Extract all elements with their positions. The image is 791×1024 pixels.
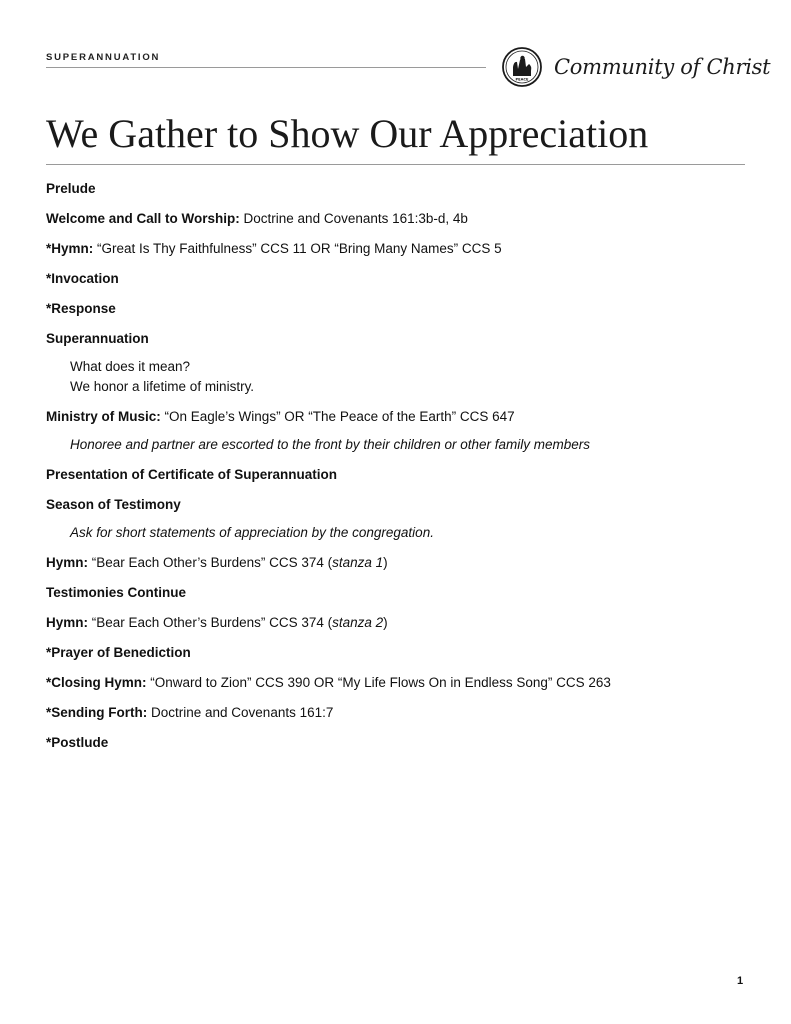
closing-text: “Onward to Zion” CCS 390 OR “My Life Flows On in Endless Song” CCS 263 (146, 675, 611, 690)
svg-text:PEACE: PEACE (515, 77, 529, 82)
superannuation-line: What does it mean? (70, 359, 191, 374)
sending-text: Doctrine and Covenants 161:7 (147, 705, 334, 720)
item-season-of-testimony: Season of Testimony (46, 497, 181, 512)
music-label: Ministry of Music: (46, 409, 161, 424)
hymn-label: *Hymn: (46, 241, 94, 256)
page-title: We Gather to Show Our Appreciation (46, 111, 649, 156)
superannuation-line: We honor a lifetime of ministry. (70, 379, 255, 394)
section-label: SUPERANNUATION (46, 52, 161, 63)
title-divider (46, 164, 745, 165)
seal-icon (502, 47, 542, 87)
item-ministry-of-music (46, 407, 746, 427)
item-sending-forth (46, 703, 746, 723)
welcome-label: Welcome and Call to Worship: (46, 211, 240, 226)
item-presentation: Presentation of Certificate of Superannuation (46, 467, 338, 482)
music-text: “On Eagle’s Wings” OR “The Peace of the Earth” CCS 647 (160, 409, 515, 424)
superannuation-details (70, 357, 746, 397)
item-invocation: *Invocation (46, 271, 119, 286)
item-superannuation: Superannuation (46, 331, 149, 346)
music-note: Honoree and partner are escorted to the front by their children or other family members (70, 437, 591, 452)
order-of-worship (46, 179, 746, 763)
item-benediction: *Prayer of Benediction (46, 645, 191, 660)
page-number: 1 (737, 975, 744, 987)
community-of-christ-logo (502, 45, 771, 89)
header-divider (46, 67, 486, 68)
logo-wordmark: Community of Christ (554, 55, 771, 79)
item-testimonies-continue: Testimonies Continue (46, 585, 187, 600)
item-hymn-opening (46, 239, 746, 259)
item-response: *Response (46, 301, 116, 316)
item-welcome (46, 209, 746, 229)
hymn-text: “Great Is Thy Faithfulness” CCS 11 OR “Bring Many Names” CCS 5 (93, 241, 502, 256)
item-prelude: Prelude (46, 181, 96, 196)
testimony-note: Ask for short statements of appreciation by the congregation. (70, 525, 434, 540)
welcome-text: Doctrine and Covenants 161:3b-d, 4b (239, 211, 468, 226)
item-postlude: *Postlude (46, 735, 109, 750)
item-hymn-stanza-1: Hymn: “Bear Each Other’s Burdens” CCS 374 (stanza 1) (46, 555, 388, 570)
closing-label: *Closing Hymn: (46, 675, 147, 690)
item-hymn-stanza-2: Hymn: “Bear Each Other’s Burdens” CCS 374 (stanza 2) (46, 615, 388, 630)
sending-label: *Sending Forth: (46, 705, 148, 720)
item-closing-hymn (46, 673, 746, 693)
